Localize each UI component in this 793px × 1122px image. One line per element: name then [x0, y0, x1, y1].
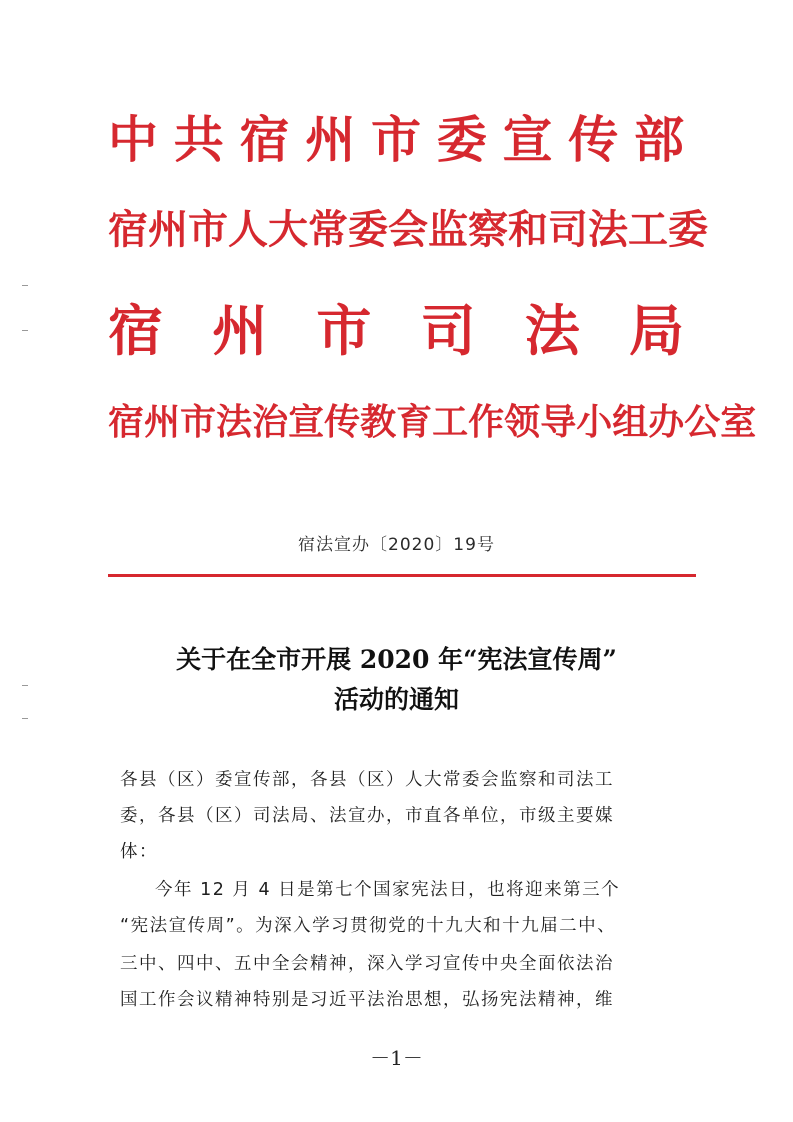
issuer-char: 州: [305, 110, 356, 169]
scan-mark: [22, 330, 28, 331]
issuer-char: 市: [188, 206, 228, 253]
issuer-char: 宣: [288, 401, 325, 443]
issuer-char: 人: [228, 206, 268, 253]
scan-mark: [22, 718, 28, 719]
issuer-char: 会: [388, 206, 428, 253]
issuer-char: 司: [420, 297, 476, 363]
issuer-char: 育: [396, 401, 433, 443]
issuer-char: 公: [684, 401, 721, 443]
scan-mark: [22, 685, 28, 686]
document-number: 宿法宣办〔2020〕19号: [298, 535, 495, 555]
document-title-line-2: 活动的通知: [333, 685, 459, 714]
issuer-char: 法: [524, 297, 580, 363]
issuer-line-1: [108, 110, 684, 170]
issuer-char: 组: [612, 401, 649, 443]
issuer-char: 宿: [108, 206, 148, 253]
issuer-char: 治: [252, 401, 289, 443]
issuer-char: 办: [648, 401, 685, 443]
issuer-line-4: [108, 392, 757, 452]
issuer-char: 工: [432, 401, 469, 443]
issuer-char: 市: [180, 401, 217, 443]
issuer-char: 导: [540, 401, 577, 443]
issuer-char: 传: [568, 110, 619, 169]
issuer-char: 和: [508, 206, 548, 253]
issuer-char: 州: [212, 297, 268, 363]
issuer-char: 委: [348, 206, 388, 253]
issuer-line-2: [108, 200, 708, 260]
issuer-char: 司: [548, 206, 588, 253]
issuer-char: 传: [324, 401, 361, 443]
body-line-2: 委，各县（区）司法局、法宣办，市直各单位，市级主要媒: [120, 806, 614, 826]
issuer-char: 委: [668, 206, 708, 253]
issuer-line-3: [108, 297, 684, 363]
issuer-char: 市: [316, 297, 372, 363]
issuer-char: 作: [468, 401, 505, 443]
issuer-char: 局: [628, 297, 684, 363]
body-line-5: “宪法宣传周”。为深入学习贯彻党的十九大和十九届二中、: [120, 916, 617, 936]
body-line-1: 各县（区）委宣传部，各县（区）人大常委会监察和司法工: [120, 770, 614, 790]
issuer-char: 小: [576, 401, 613, 443]
issuer-char: 州: [144, 401, 181, 443]
issuer-char: 察: [468, 206, 508, 253]
issuer-char: 市: [371, 110, 421, 169]
issuer-char: 宿: [108, 297, 164, 363]
red-separator-rule: [108, 574, 696, 577]
issuer-char: 常: [308, 206, 348, 253]
issuer-char: 法: [216, 401, 253, 443]
issuer-char: 工: [628, 206, 668, 253]
body-line-7: 国工作会议精神特别是习近平法治思想，弘扬宪法精神，维: [120, 990, 614, 1010]
scan-mark: [22, 285, 28, 286]
issuer-char: 监: [428, 206, 468, 253]
issuer-char: 委: [436, 110, 487, 169]
issuer-char: 中: [108, 110, 158, 169]
body-line-3: 体：: [120, 842, 158, 862]
issuer-char: 宿: [108, 401, 145, 443]
issuer-char: 部: [634, 110, 684, 169]
issuer-char: 宣: [502, 110, 553, 169]
page-number: －1－: [370, 1046, 423, 1070]
issuer-char: 领: [504, 401, 541, 443]
issuer-char: 州: [148, 206, 188, 253]
issuer-char: 宿: [239, 110, 290, 169]
issuer-char: 教: [360, 401, 397, 443]
document-title-line-1: 关于在全市开展 2020 年“宪法宣传周”: [176, 645, 617, 674]
issuer-char: 法: [588, 206, 628, 253]
issuer-char: 大: [268, 206, 308, 253]
body-line-4: 今年 12 月 4 日是第七个国家宪法日，也将迎来第三个: [155, 880, 621, 900]
issuer-char: 共: [173, 110, 224, 169]
issuer-char: 室: [720, 401, 757, 443]
body-line-6: 三中、四中、五中全会精神，深入学习宣传中央全面依法治: [120, 954, 614, 974]
